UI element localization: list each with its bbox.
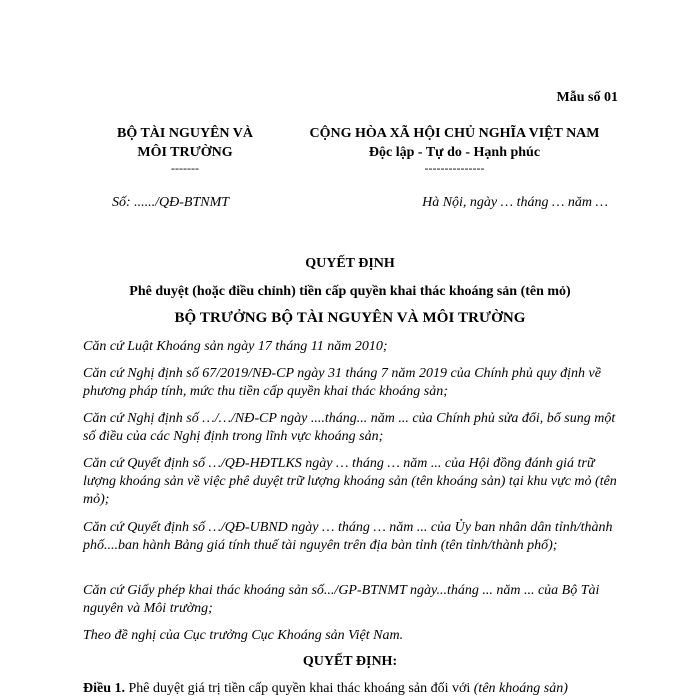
ministry-divider: ------- xyxy=(171,161,199,175)
proposal-paragraph: Theo đề nghị của Cục trưởng Cục Khoáng sản Việt Nam. xyxy=(83,628,404,643)
motto: Độc lập - Tự do - Hạnh phúc xyxy=(368,145,541,160)
decision-subtitle: Phê duyệt (hoặc điều chỉnh) tiền cấp quyền khai thác khoáng sản (tên mỏ) xyxy=(129,284,571,299)
document-number: Số: ....../QĐ-BTNMT xyxy=(112,195,230,210)
basis-paragraph: Căn cứ Quyết định số …/QĐ-HĐTLKS ngày … tháng … năm ... của Hội đồng đánh giá trữ lượng khoáng sản về việc phê duyệt trữ lượng khoáng sản (tên khoáng sản) tại khu vực mỏ (tên mỏ); xyxy=(83,456,617,507)
article-1-mineral-name: (tên khoáng sản) xyxy=(473,681,568,696)
decision-title: QUYẾT ĐỊNH xyxy=(305,256,395,271)
basis-paragraph: Căn cứ Luật Khoáng sản ngày 17 tháng 11 năm 2010; xyxy=(83,339,388,354)
article-1-label: Điều 1. xyxy=(83,681,125,696)
ministry-block xyxy=(90,124,280,174)
country-name: CỘNG HÒA XÃ HỘI CHỦ NGHĨA VIỆT NAM xyxy=(309,126,600,141)
motto-divider: --------------- xyxy=(424,161,485,175)
basis-paragraph: Căn cứ Giấy phép khai thác khoáng sản số.../GP-BTNMT ngày...tháng ... năm ... của Bộ Tài nguyên và Môi trường; xyxy=(83,583,600,616)
issuing-authority: BỘ TRƯỞNG BỘ TÀI NGUYÊN VÀ MÔI TRƯỜNG xyxy=(174,310,526,326)
ministry-name-line1: BỘ TÀI NGUYÊN VÀ xyxy=(116,126,253,141)
form-number: Mẫu số 01 xyxy=(556,90,618,105)
basis-paragraph: Căn cứ Nghị định số 67/2019/NĐ-CP ngày 31 tháng 7 năm 2019 của Chính phủ quy định về phương pháp tính, mức thu tiền cấp quyền khai thác khoáng sản; xyxy=(83,366,601,399)
decision-heading: QUYẾT ĐỊNH: xyxy=(302,654,398,669)
place-date: Hà Nội, ngày … tháng … năm … xyxy=(422,195,608,210)
national-motto-block xyxy=(282,124,627,174)
article-1 xyxy=(83,681,568,697)
basis-paragraph: Căn cứ Quyết định số …/QĐ-UBND ngày … tháng … năm ... của Ủy ban nhân dân tỉnh/thành phố....ban hành Bảng giá tính thuế tài nguyên trên địa bàn tỉnh (tên tỉnh/thành phố); xyxy=(83,520,613,553)
ministry-name-line2: MÔI TRƯỜNG xyxy=(137,145,233,160)
article-1-text: Phê duyệt giá trị tiền cấp quyền khai thác khoáng sản đối với xyxy=(128,681,471,696)
basis-paragraph: Căn cứ Nghị định số …/…/NĐ-CP ngày ....tháng... năm ... của Chính phủ sửa đổi, bổ sung một số điều của các Nghị định trong lĩnh vực khoáng sản; xyxy=(83,411,616,444)
